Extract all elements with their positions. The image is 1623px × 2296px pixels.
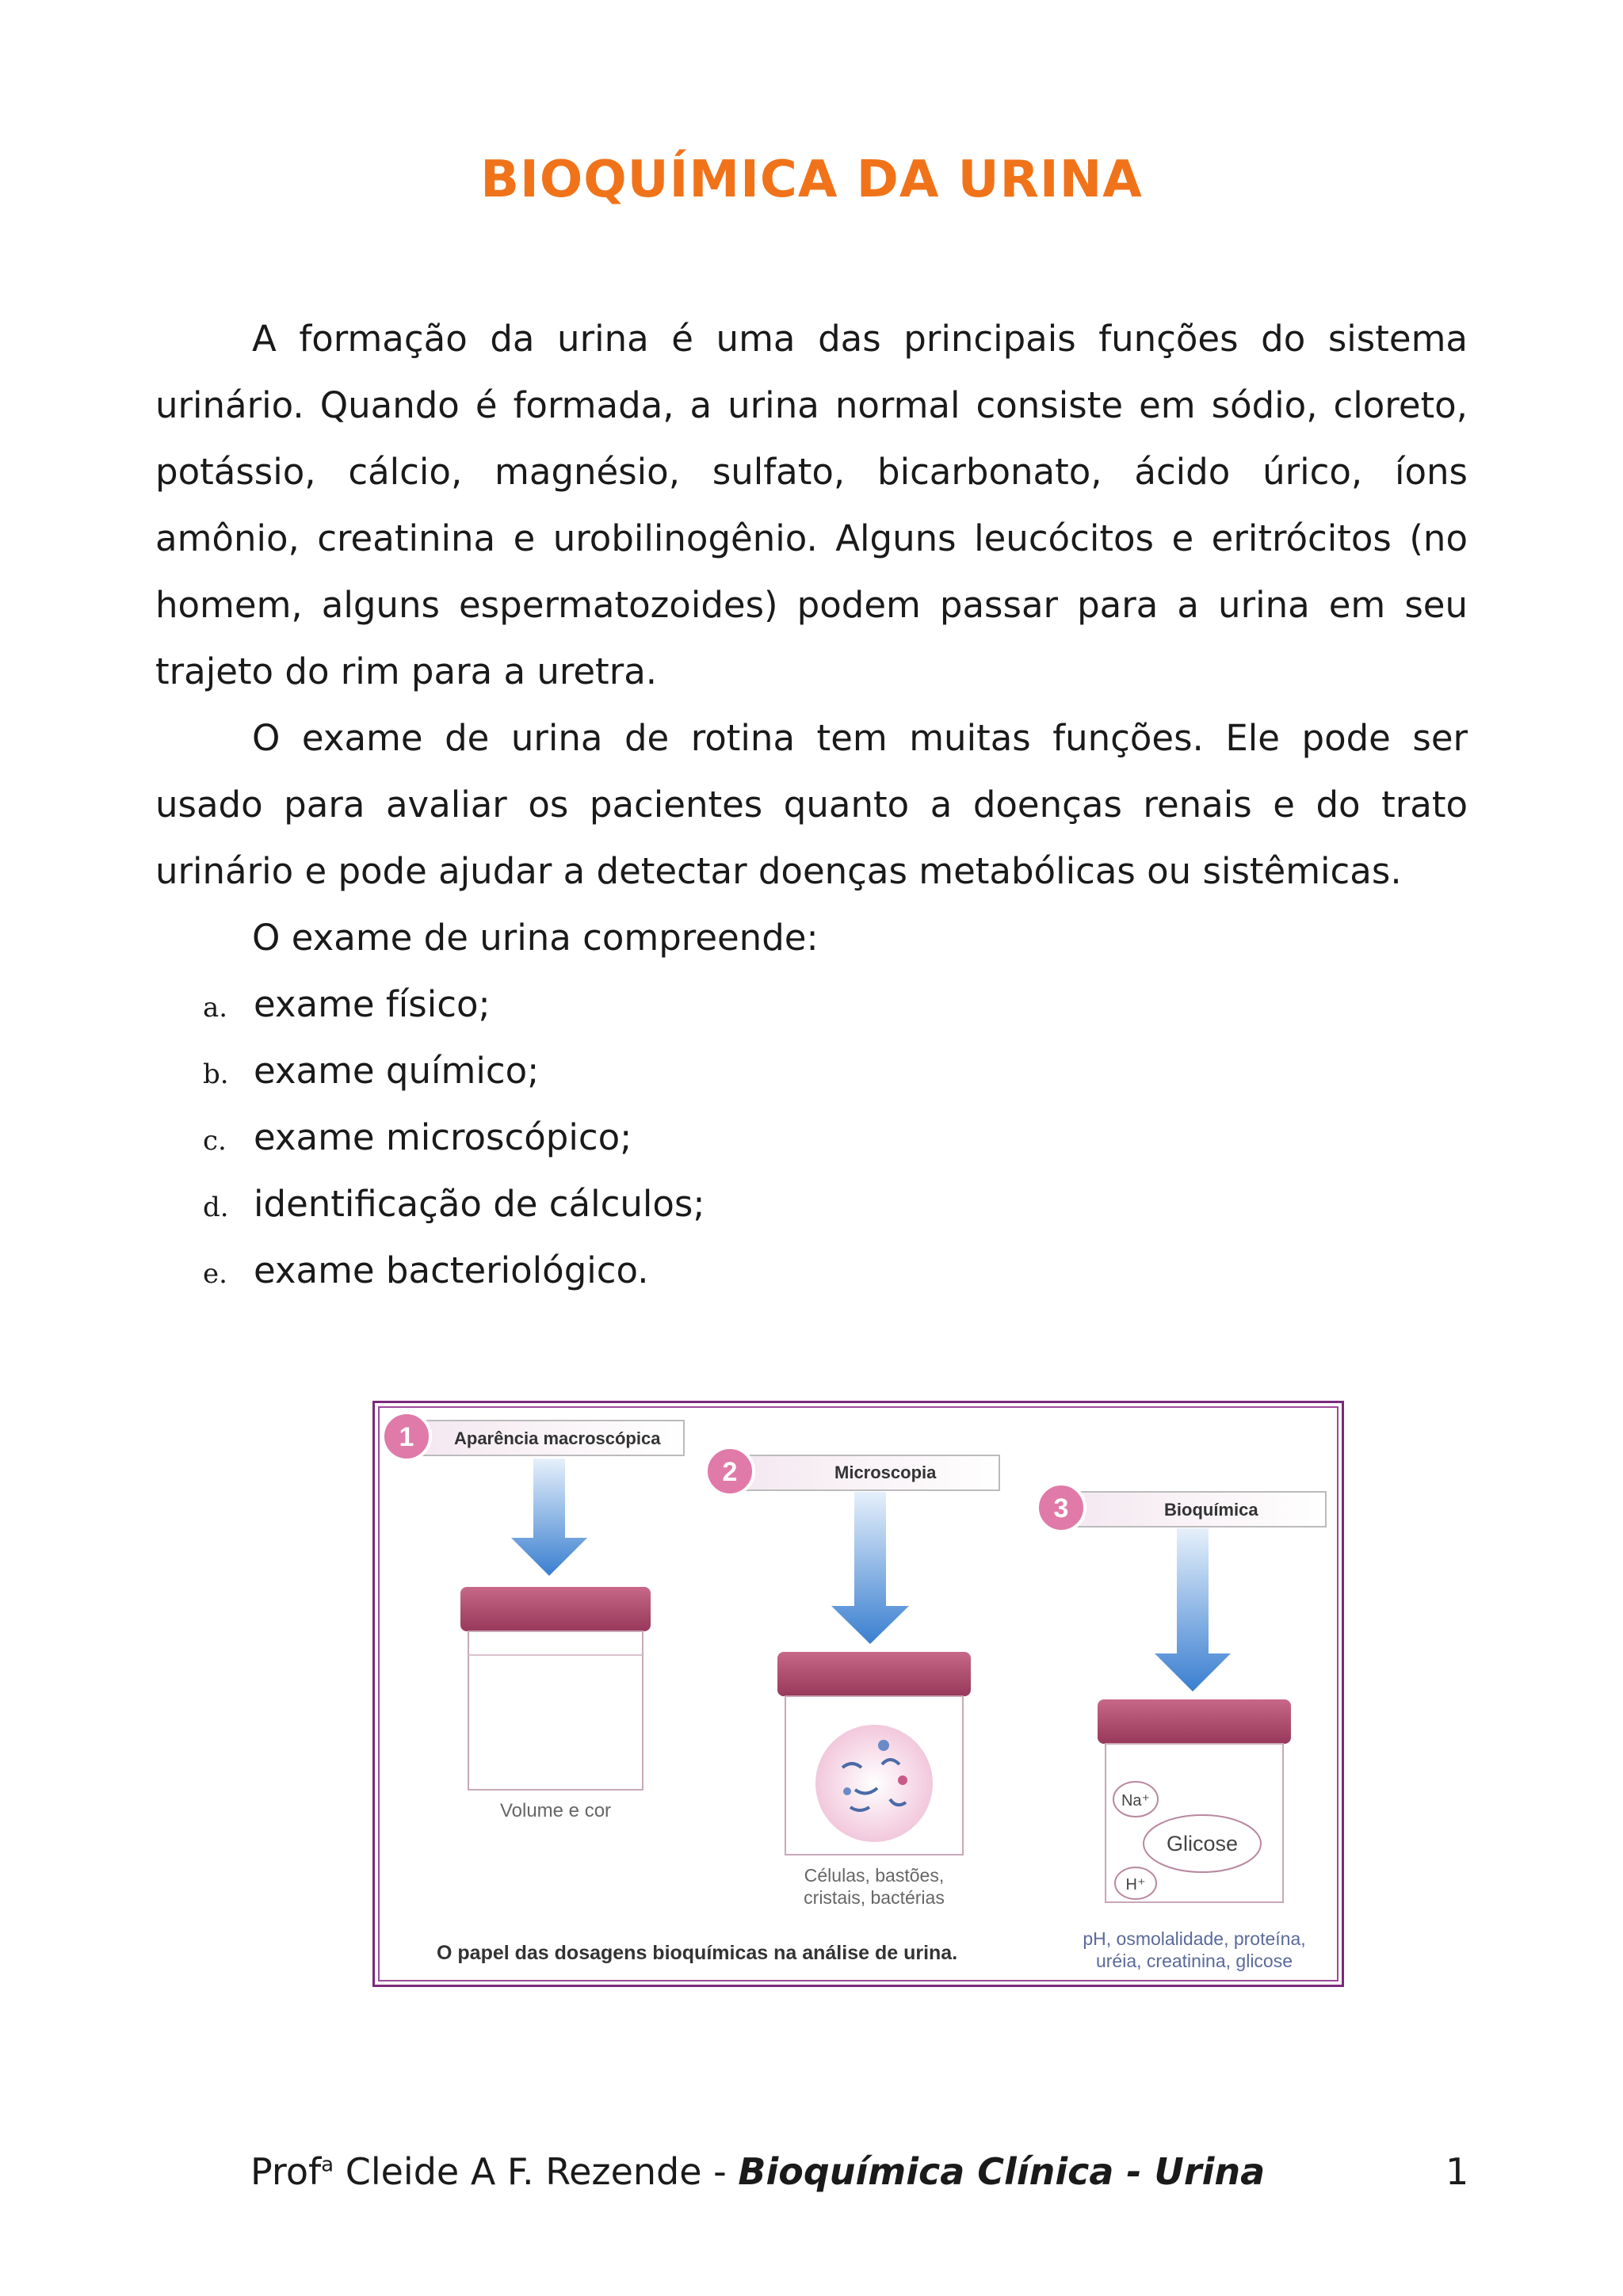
container-lid [1098, 1699, 1291, 1744]
step-3 [1037, 1484, 1326, 1971]
list-item [155, 1038, 1468, 1104]
body-text [155, 306, 1468, 1304]
step-number: 3 [1053, 1493, 1069, 1524]
list-item-text: exame microscópico; [254, 1116, 632, 1158]
step-label: Aparência macroscópica [454, 1428, 661, 1448]
step-label: Bioquímica [1164, 1500, 1258, 1520]
container-lid [460, 1587, 651, 1631]
footer-author: Cleide A F. Rezende - [334, 2150, 739, 2193]
footer [250, 2150, 1265, 2193]
list-marker: d. [203, 1192, 229, 1223]
paragraph: A formação da urina é uma das principais funções do sistema urinário. Quando é formada, a urina normal consiste em sódio, cloreto, potássio, cálcio, magnésio, sulfato, bicarbonato, ácido úrico, íons amônio, creatinina e urobilinogênio. Alguns leucócitos e eritrócitos (no homem, alguns espermatozoides) podem passar para a urina em seu trajeto do rim para a uretra. [155, 318, 1468, 692]
paragraph: O exame de urina compreende: [252, 917, 819, 959]
list-item [155, 1238, 1468, 1304]
list-marker: b. [203, 1058, 229, 1090]
list-item-text: exame físico; [254, 983, 491, 1025]
list-item [155, 971, 1468, 1038]
step-number: 2 [722, 1457, 738, 1487]
paragraph: O exame de urina de rotina tem muitas funções. Ele pode ser usado para avaliar os pacientes quanto a doenças renais e do trato urinário e pode ajudar a detectar doenças metabólicas ou sistêmicas. [155, 717, 1468, 892]
step-number: 1 [399, 1422, 414, 1452]
step-caption: pH, osmolalidade, proteína, [1083, 1928, 1306, 1949]
step-caption: Volume e cor [499, 1800, 612, 1821]
step-label: Microscopia [834, 1463, 937, 1482]
step-caption: cristais, bactérias [804, 1887, 945, 1908]
arrow-down-icon [831, 1492, 909, 1644]
list-item-text: exame bacteriológico. [254, 1249, 649, 1291]
list-marker: a. [203, 992, 228, 1024]
arrow-down-icon [511, 1459, 587, 1576]
footer-course: Bioquímica Clínica - Urina [738, 2150, 1266, 2193]
step-2 [706, 1447, 999, 1908]
ion-label: Glicose [1166, 1832, 1239, 1855]
arrow-down-icon [1155, 1528, 1231, 1691]
footer-author-prefix: Prof [250, 2150, 322, 2193]
list-item-text: exame químico; [254, 1050, 540, 1092]
figure-caption: O papel das dosagens bioquímicas na análise de urina. [437, 1942, 958, 1964]
step-caption: uréia, creatinina, glicose [1095, 1951, 1293, 1971]
microscopy-field [815, 1725, 933, 1842]
step-caption: Células, bastões, [804, 1865, 945, 1886]
list-marker: e. [203, 1258, 227, 1290]
list-item [155, 1171, 1468, 1238]
ion-label: H⁺ [1125, 1876, 1146, 1894]
footer-author-sup: a [321, 2153, 334, 2177]
list-item-text: identificação de cálculos; [254, 1183, 705, 1225]
page-title: BIOQUÍMICA DA URINA [480, 151, 1143, 209]
exam-list [155, 971, 1468, 1304]
page-number: 1 [1445, 2150, 1469, 2193]
ion-label: Na⁺ [1121, 1792, 1151, 1810]
list-item [155, 1104, 1468, 1171]
step-1 [383, 1413, 684, 1821]
container-lid [777, 1652, 971, 1696]
urinalysis-figure [372, 1401, 1344, 1987]
list-marker: c. [203, 1125, 227, 1157]
